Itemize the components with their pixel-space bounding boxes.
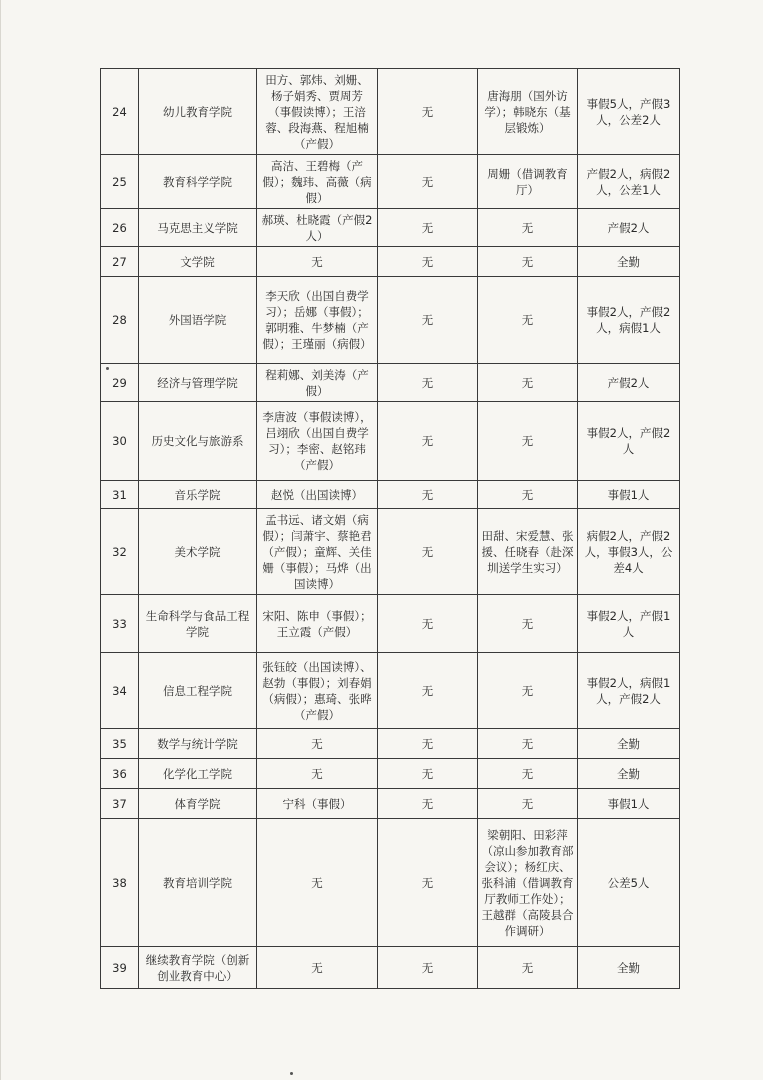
row-number: 25 [101,155,139,209]
leave-detail: 孟书远、诸文娟（病假）；闫萧宇、蔡艳君（产假）；童辉、关佳姗（事假）；马烨（出国读博） [257,509,378,595]
absent-detail: 无 [378,947,478,989]
leave-detail: 赵悦（出国读博） [257,481,378,509]
unit-name: 体育学院 [139,789,257,819]
absent-detail: 无 [378,247,478,277]
table-row [101,277,680,364]
table-row [101,653,680,729]
summary: 公差5人 [578,819,680,947]
away-detail: 无 [478,209,578,247]
unit-name: 幼儿教育学院 [139,69,257,155]
row-number: 31 [101,481,139,509]
row-number: 39 [101,947,139,989]
away-detail: 无 [478,759,578,789]
leave-detail: 无 [257,729,378,759]
unit-name: 教育培训学院 [139,819,257,947]
leave-detail: 无 [257,819,378,947]
summary: 事假2人，病假1人，产假2人 [578,653,680,729]
summary: 产假2人 [578,364,680,402]
unit-name: 美术学院 [139,509,257,595]
absent-detail: 无 [378,481,478,509]
unit-name: 外国语学院 [139,277,257,364]
unit-name: 文学院 [139,247,257,277]
absent-detail: 无 [378,789,478,819]
summary: 事假1人 [578,481,680,509]
absent-detail: 无 [378,155,478,209]
scan-speck [290,1072,293,1075]
summary: 全勤 [578,729,680,759]
away-detail: 无 [478,277,578,364]
row-number: 33 [101,595,139,653]
summary: 事假2人，产假1人 [578,595,680,653]
absent-detail: 无 [378,402,478,481]
unit-name: 历史文化与旅游系 [139,402,257,481]
leave-detail: 程莉娜、刘美涛（产假） [257,364,378,402]
leave-detail: 无 [257,947,378,989]
absent-detail: 无 [378,653,478,729]
table-row [101,155,680,209]
table-row [101,595,680,653]
leave-detail: 宁科（事假） [257,789,378,819]
away-detail: 无 [478,402,578,481]
absent-detail: 无 [378,509,478,595]
row-number: 38 [101,819,139,947]
summary: 事假2人，产假2人 [578,402,680,481]
unit-name: 教育科学学院 [139,155,257,209]
attendance-table [100,68,680,989]
summary: 病假2人，产假2人，事假3人，公差4人 [578,509,680,595]
away-detail: 无 [478,595,578,653]
row-number: 34 [101,653,139,729]
table-row [101,509,680,595]
attendance-table-body [101,69,680,989]
away-detail: 田甜、宋爱慧、张援、任晓春（赴深圳送学生实习） [478,509,578,595]
table-row [101,729,680,759]
unit-name: 音乐学院 [139,481,257,509]
table-row [101,364,680,402]
row-number: 27 [101,247,139,277]
row-number: 36 [101,759,139,789]
table-row [101,481,680,509]
table-row [101,947,680,989]
leave-detail: 李唐波（事假读博），吕翊欣（出国自费学习）；李密、赵铭玮（产假） [257,402,378,481]
leave-detail: 高洁、王碧梅（产假）；魏玮、高薇（病假） [257,155,378,209]
summary: 产假2人，病假2人，公差1人 [578,155,680,209]
absent-detail: 无 [378,819,478,947]
table-row [101,209,680,247]
absent-detail: 无 [378,595,478,653]
summary: 全勤 [578,247,680,277]
table-row [101,789,680,819]
away-detail: 无 [478,364,578,402]
away-detail: 周姗（借调教育厅） [478,155,578,209]
away-detail: 唐海朋（国外访学）；韩晓东（基层锻炼） [478,69,578,155]
summary: 事假1人 [578,789,680,819]
unit-name: 继续教育学院（创新创业教育中心） [139,947,257,989]
leave-detail: 无 [257,759,378,789]
row-number: 32 [101,509,139,595]
leave-detail: 李天欣（出国自费学习）；岳娜（事假）；郭明雅、牛梦楠（产假）；王瑾丽（病假） [257,277,378,364]
away-detail: 无 [478,653,578,729]
row-number: 28 [101,277,139,364]
away-detail: 无 [478,247,578,277]
unit-name: 马克思主义学院 [139,209,257,247]
scan-speck [106,367,109,370]
unit-name: 生命科学与食品工程学院 [139,595,257,653]
unit-name: 经济与管理学院 [139,364,257,402]
summary: 事假2人，产假2人，病假1人 [578,277,680,364]
row-number: 24 [101,69,139,155]
absent-detail: 无 [378,277,478,364]
summary: 全勤 [578,947,680,989]
table-row [101,759,680,789]
absent-detail: 无 [378,759,478,789]
unit-name: 化学化工学院 [139,759,257,789]
summary: 全勤 [578,759,680,789]
away-detail: 无 [478,729,578,759]
summary: 事假5人，产假3人，公差2人 [578,69,680,155]
absent-detail: 无 [378,729,478,759]
table-row [101,69,680,155]
table-row [101,819,680,947]
away-detail: 无 [478,481,578,509]
row-number: 35 [101,729,139,759]
leave-detail: 田方、郭炜、刘姗、杨子娟秀、贾周芳（事假读博）；王涪蓉、段海燕、程旭楠（产假） [257,69,378,155]
row-number: 26 [101,209,139,247]
row-number: 29 [101,364,139,402]
unit-name: 数学与统计学院 [139,729,257,759]
absent-detail: 无 [378,364,478,402]
leave-detail: 宋阳、陈申（事假）；王立霞（产假） [257,595,378,653]
row-number: 37 [101,789,139,819]
leave-detail: 无 [257,247,378,277]
away-detail: 无 [478,947,578,989]
away-detail: 无 [478,789,578,819]
absent-detail: 无 [378,69,478,155]
table-row [101,247,680,277]
leave-detail: 郝瑛、杜晓霞（产假2人） [257,209,378,247]
absent-detail: 无 [378,209,478,247]
leave-detail: 张钰皎（出国读博）、赵勃（事假）；刘春娟（病假）；惠琦、张晔（产假） [257,653,378,729]
away-detail: 梁朝阳、田彩萍（凉山参加教育部会议）；杨红庆、张科浦（借调教育厅教师工作处）；王越群（高陵县合作调研） [478,819,578,947]
table-row [101,402,680,481]
unit-name: 信息工程学院 [139,653,257,729]
summary: 产假2人 [578,209,680,247]
row-number: 30 [101,402,139,481]
